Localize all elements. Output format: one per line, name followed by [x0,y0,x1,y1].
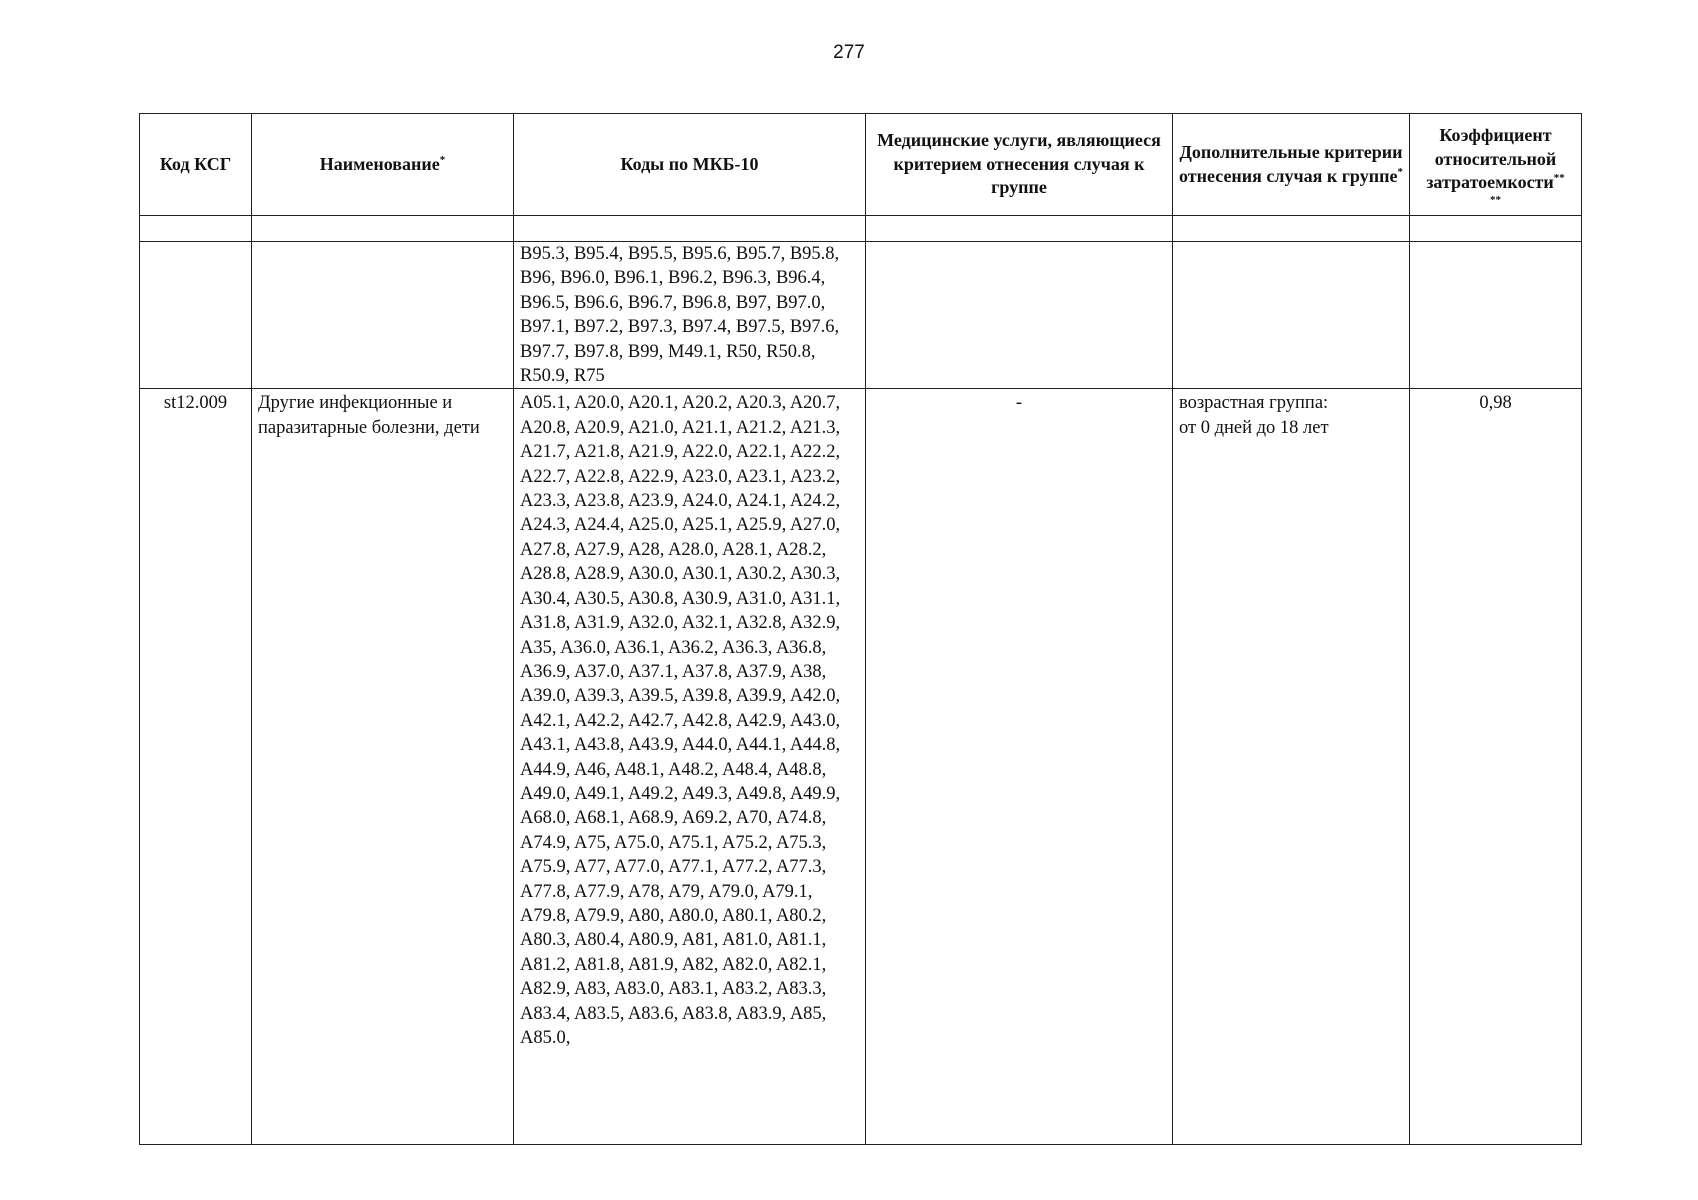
cell-extra-criteria [1173,389,1410,1145]
cell-name [252,242,514,389]
header-extra-criteria: Дополнительные критерии отнесения случая к группе* [1173,114,1410,216]
page-number: 277 [833,42,865,63]
spacer-cell [1410,216,1582,242]
footnote-mark: * [439,153,446,166]
spacer-cell [514,216,866,242]
spacer-cell [1173,216,1410,242]
cell-services [866,242,1173,389]
header-code: Код КСГ [140,114,252,216]
spacer-cell [140,216,252,242]
spacer-cell [252,216,514,242]
footnote-mark-tail: ** [1490,193,1501,206]
header-cost-coefficient: Коэффициент относительной затратоемкости** ** [1410,114,1582,216]
cell-code [140,242,252,389]
extra-criteria-line: от 0 дней до 18 лет [1179,417,1329,438]
cell-coefficient [1410,242,1582,389]
spacer-row [140,216,1582,242]
table-row-continuation [140,242,1582,389]
header-medical-services: Медицинские услуги, являющиеся критерием отнесения случая к группе [866,114,1173,216]
cell-coefficient: 0,98 [1410,389,1582,1145]
header-icd-codes: Коды по МКБ-10 [514,114,866,216]
footnote-mark: ** [1553,172,1565,185]
table-row-st12-009 [140,389,1582,1145]
spacer-cell [866,216,1173,242]
cell-services: - [866,389,1173,1145]
extra-criteria-line: возрастная группа: [1179,393,1329,414]
cell-code: st12.009 [140,389,252,1145]
header-row [140,114,1582,216]
cell-extra-criteria [1173,242,1410,389]
header-name: Наименование* [252,114,514,216]
ksg-table [139,113,1582,1145]
cell-icd-codes: B95.3, B95.4, B95.5, B95.6, B95.7, B95.8, B96, B96.0, B96.1, B96.2, B96.3, B96.4, B96.5, B96.6, B96.7, B96.8, B97, B97.0, B97.1, B97.2, B97.3, B97.4, B97.5, B97.6, B97.7, B97.8, B99, M49.1, R50, R50.8, R50.9, R75 [514,242,866,389]
cell-icd-codes: A05.1, A20.0, A20.1, A20.2, A20.3, A20.7, A20.8, A20.9, A21.0, A21.1, A21.2, A21.3, A21.7, A21.8, A21.9, A22.0, A22.1, A22.2, A22.7, A22.8, A22.9, A23.0, A23.1, A23.2, A23.3, A23.8, A23.9, A24.0, A24.1, A24.2, A24.3, A24.4, A25.0, A25.1, A25.9, A27.0, A27.8, A27.9, A28, A28.0, A28.1, A28.2, A28.8, A28.9, A30.0, A30.1, A30.2, A30.3, A30.4, A30.5, A30.8, A30.9, A31.0, A31.1, A31.8, A31.9, A32.0, A32.1, A32.8, A32.9, A35, A36.0, A36.1, A36.2, A36.3, A36.8, A36.9, A37.0, A37.1, A37.8, A37.9, A38, A39.0, A39.3, A39.5, A39.8, A39.9, A42.0, A42.1, A42.2, A42.7, A42.8, A42.9, A43.0, A43.1, A43.8, A43.9, A44.0, A44.1, A44.8, A44.9, A46, A48.1, A48.2, A48.4, A48.8, A49.0, A49.1, A49.2, A49.3, A49.8, A49.9, A68.0, A68.1, A68.9, A69.2, A70, A74.8, A74.9, A75, A75.0, A75.1, A75.2, A75.3, A75.9, A77, A77.0, A77.1, A77.2, A77.3, A77.8, A77.9, A78, A79, A79.0, A79.1, A79.8, A79.9, A80, A80.0, A80.1, A80.2, A80.3, A80.4, A80.9, A81, A81.0, A81.1, A81.2, A81.8, A81.9, A82, A82.0, A82.1, A82.9, A83, A83.0, A83.1, A83.2, A83.3, A83.4, A83.5, A83.6, A83.8, A83.9, A85, A85.0, [514,389,866,1145]
footnote-mark: * [1397,165,1403,178]
cell-name: Другие инфекционные и паразитарные болезни, дети [252,389,514,1145]
